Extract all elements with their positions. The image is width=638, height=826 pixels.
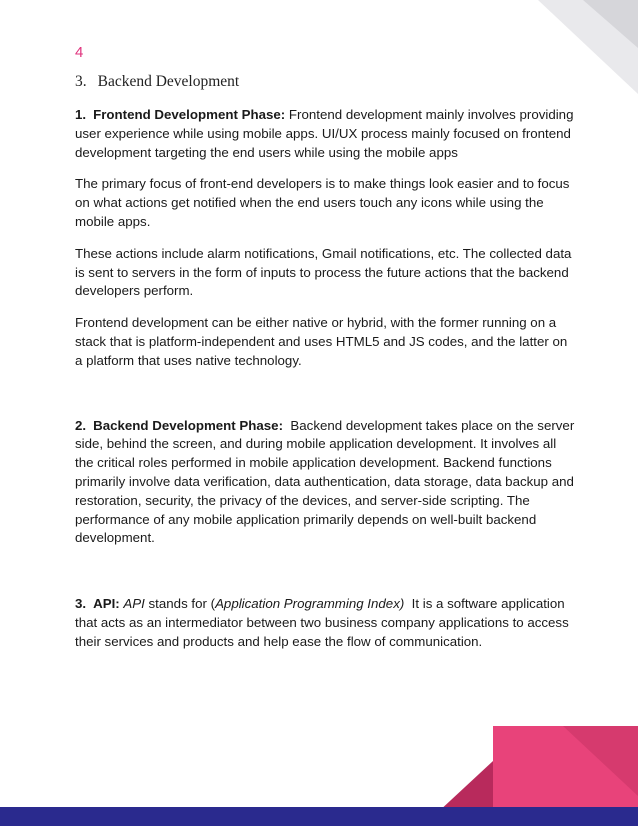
section-frontend-intro: [75, 106, 575, 162]
page-number: 4: [75, 44, 84, 61]
api-expansion: Application Programming Index): [215, 596, 405, 612]
spacer: [75, 384, 575, 417]
outline-list-text: Backend Development: [97, 73, 240, 90]
paragraph: The primary focus of front-end developers is to make things look easier and to focus on what actions get notified when the end users touch any icons while using the mobile apps.: [75, 176, 570, 229]
footer-bar: [0, 807, 638, 826]
section-heading: API:: [93, 596, 120, 612]
section-backend: [75, 417, 575, 549]
api-stands-for: stands for (: [144, 596, 216, 612]
outline-list-item: [75, 73, 239, 91]
api-term: API: [123, 596, 145, 612]
spacer: [75, 561, 575, 595]
section-number: 3.: [75, 596, 87, 612]
paragraph: Frontend development can be either native or hybrid, with the former running on a stack that is platform-independent and uses HTML5 and JS codes, and the latter on a platform that uses native technology.: [75, 315, 568, 368]
paragraph: These actions include alarm notifications, Gmail notifications, etc. The collected data is sent to servers in the form of inputs to process the future actions that the backend developers perform.: [75, 245, 572, 299]
decorative-corner-top: [538, 0, 638, 94]
paragraph-text: Backend development takes place on the server side, behind the screen, and during mobile application development. It involves all the critical roles performed in mobile application development. Backend functions primarily involve data verification, data authentication, data storage, data backup and restoration, security, the privacy of the devices, and server-side scripting. The performance of any mobile application primarily depends on well-built backend development.: [75, 417, 575, 546]
paragraph-text: It is a software application that acts as an intermediator between two business company applications to access their services and products and help ease the flow of communication.: [75, 596, 573, 649]
section-api: [75, 595, 575, 651]
paragraph-text: Frontend development mainly involves providing user experience while using mobile apps. UI/UX process mainly focused on frontend development targeting the end users while using the mobile apps: [75, 107, 574, 160]
section-heading: Frontend Development Phase:: [93, 107, 286, 122]
outline-list-number: 3.: [75, 73, 87, 90]
section-heading: Backend Development Phase:: [93, 417, 284, 433]
section-number: 1.: [75, 107, 87, 122]
document-body: [75, 106, 575, 665]
section-number: 2.: [75, 417, 87, 433]
